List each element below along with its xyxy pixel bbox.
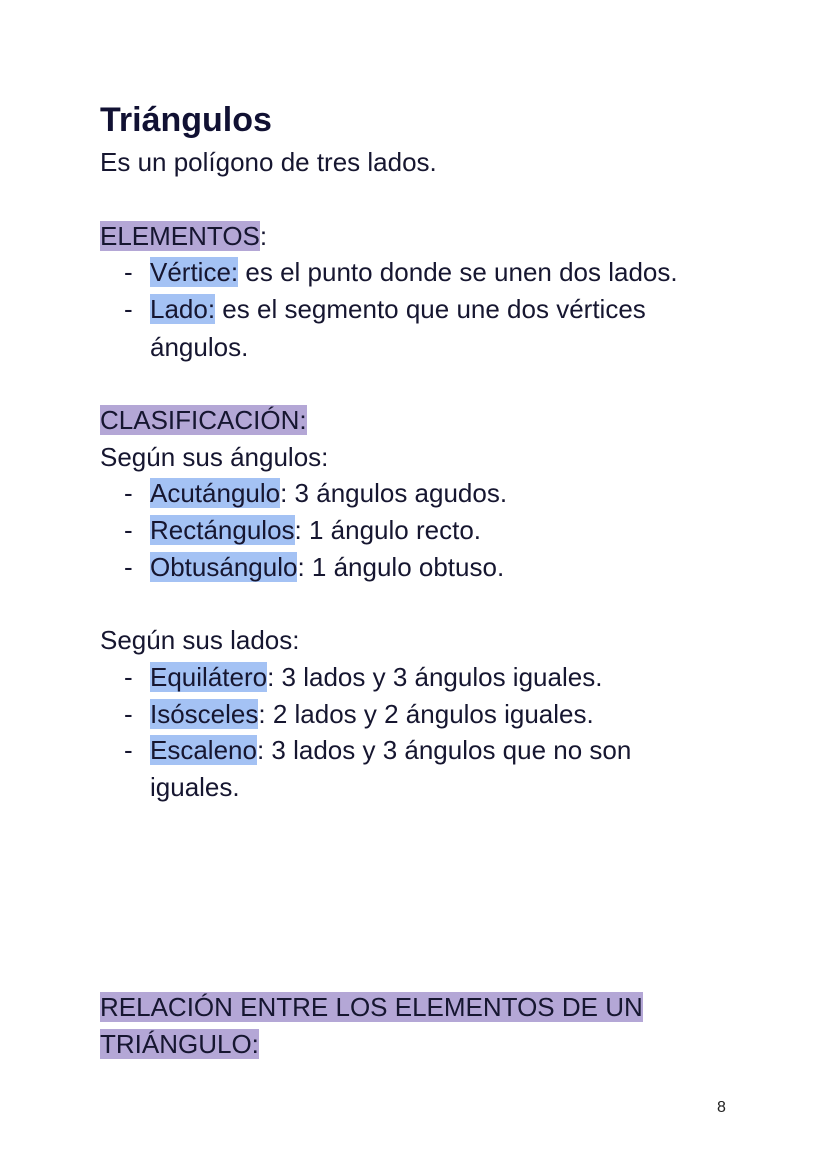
bullet-dash: - <box>124 662 133 692</box>
relacion-heading-line2 <box>100 1027 259 1061</box>
bullet-dash: - <box>124 515 133 545</box>
bullet-dash: - <box>124 699 133 729</box>
list-item-obtusangulo <box>150 550 504 584</box>
item-text: : 1 ángulo obtuso. <box>297 552 505 582</box>
bullet-dash: - <box>124 294 133 324</box>
lados-label: Según sus lados: <box>100 625 300 655</box>
intro-text: Es un polígono de tres lados. <box>100 147 437 177</box>
elementos-heading <box>100 219 267 253</box>
bullet-dash: - <box>124 552 133 582</box>
term-highlight: Escaleno <box>150 735 257 765</box>
item-text: : 3 lados y 3 ángulos que no son <box>256 735 632 765</box>
item-text: : 3 ángulos agudos. <box>280 478 508 508</box>
page-number: 8 <box>717 1099 726 1116</box>
clasificacion-heading-text: CLASIFICACIÓN: <box>100 405 307 435</box>
term-highlight: Acutángulo <box>150 478 281 508</box>
relacion-heading-text: RELACIÓN ENTRE LOS ELEMENTOS DE UN <box>100 992 643 1022</box>
page-title: Triángulos <box>100 101 272 139</box>
bullet-dash: - <box>124 478 133 508</box>
relacion-heading-line1 <box>100 990 643 1024</box>
term-highlight: Obtusángulo <box>150 552 298 582</box>
list-item-escaleno-continuation: iguales. <box>150 772 240 802</box>
list-item-rectangulos <box>150 513 481 547</box>
item-text: : 3 lados y 3 ángulos iguales. <box>267 662 603 692</box>
angulos-label: Según sus ángulos: <box>100 442 329 472</box>
elementos-heading-colon: : <box>259 221 268 251</box>
term-highlight: Vértice: <box>150 257 239 287</box>
list-item-isosceles <box>150 697 594 731</box>
term-highlight: Equilátero <box>150 662 268 692</box>
elementos-heading-text: ELEMENTOS <box>100 221 260 251</box>
term-highlight: Lado: <box>150 294 216 324</box>
list-item-vertice <box>150 255 678 289</box>
term-highlight: Isósceles <box>150 699 259 729</box>
list-item-equilatero <box>150 660 602 694</box>
list-item-escaleno <box>150 733 631 767</box>
bullet-dash: - <box>124 257 133 287</box>
item-text: : 1 ángulo recto. <box>294 515 482 545</box>
clasificacion-heading <box>100 403 307 437</box>
item-text: es el punto donde se unen dos lados. <box>238 257 678 287</box>
term-highlight: Rectángulos <box>150 515 295 545</box>
relacion-heading-text: TRIÁNGULO: <box>100 1029 259 1059</box>
list-item-acutangulo <box>150 476 507 510</box>
item-text: es el segmento que une dos vértices <box>215 294 646 324</box>
list-item-lado <box>150 292 646 326</box>
list-item-lado-continuation: ángulos. <box>150 332 249 362</box>
bullet-dash: - <box>124 735 133 765</box>
item-text: : 2 lados y 2 ángulos iguales. <box>258 699 594 729</box>
